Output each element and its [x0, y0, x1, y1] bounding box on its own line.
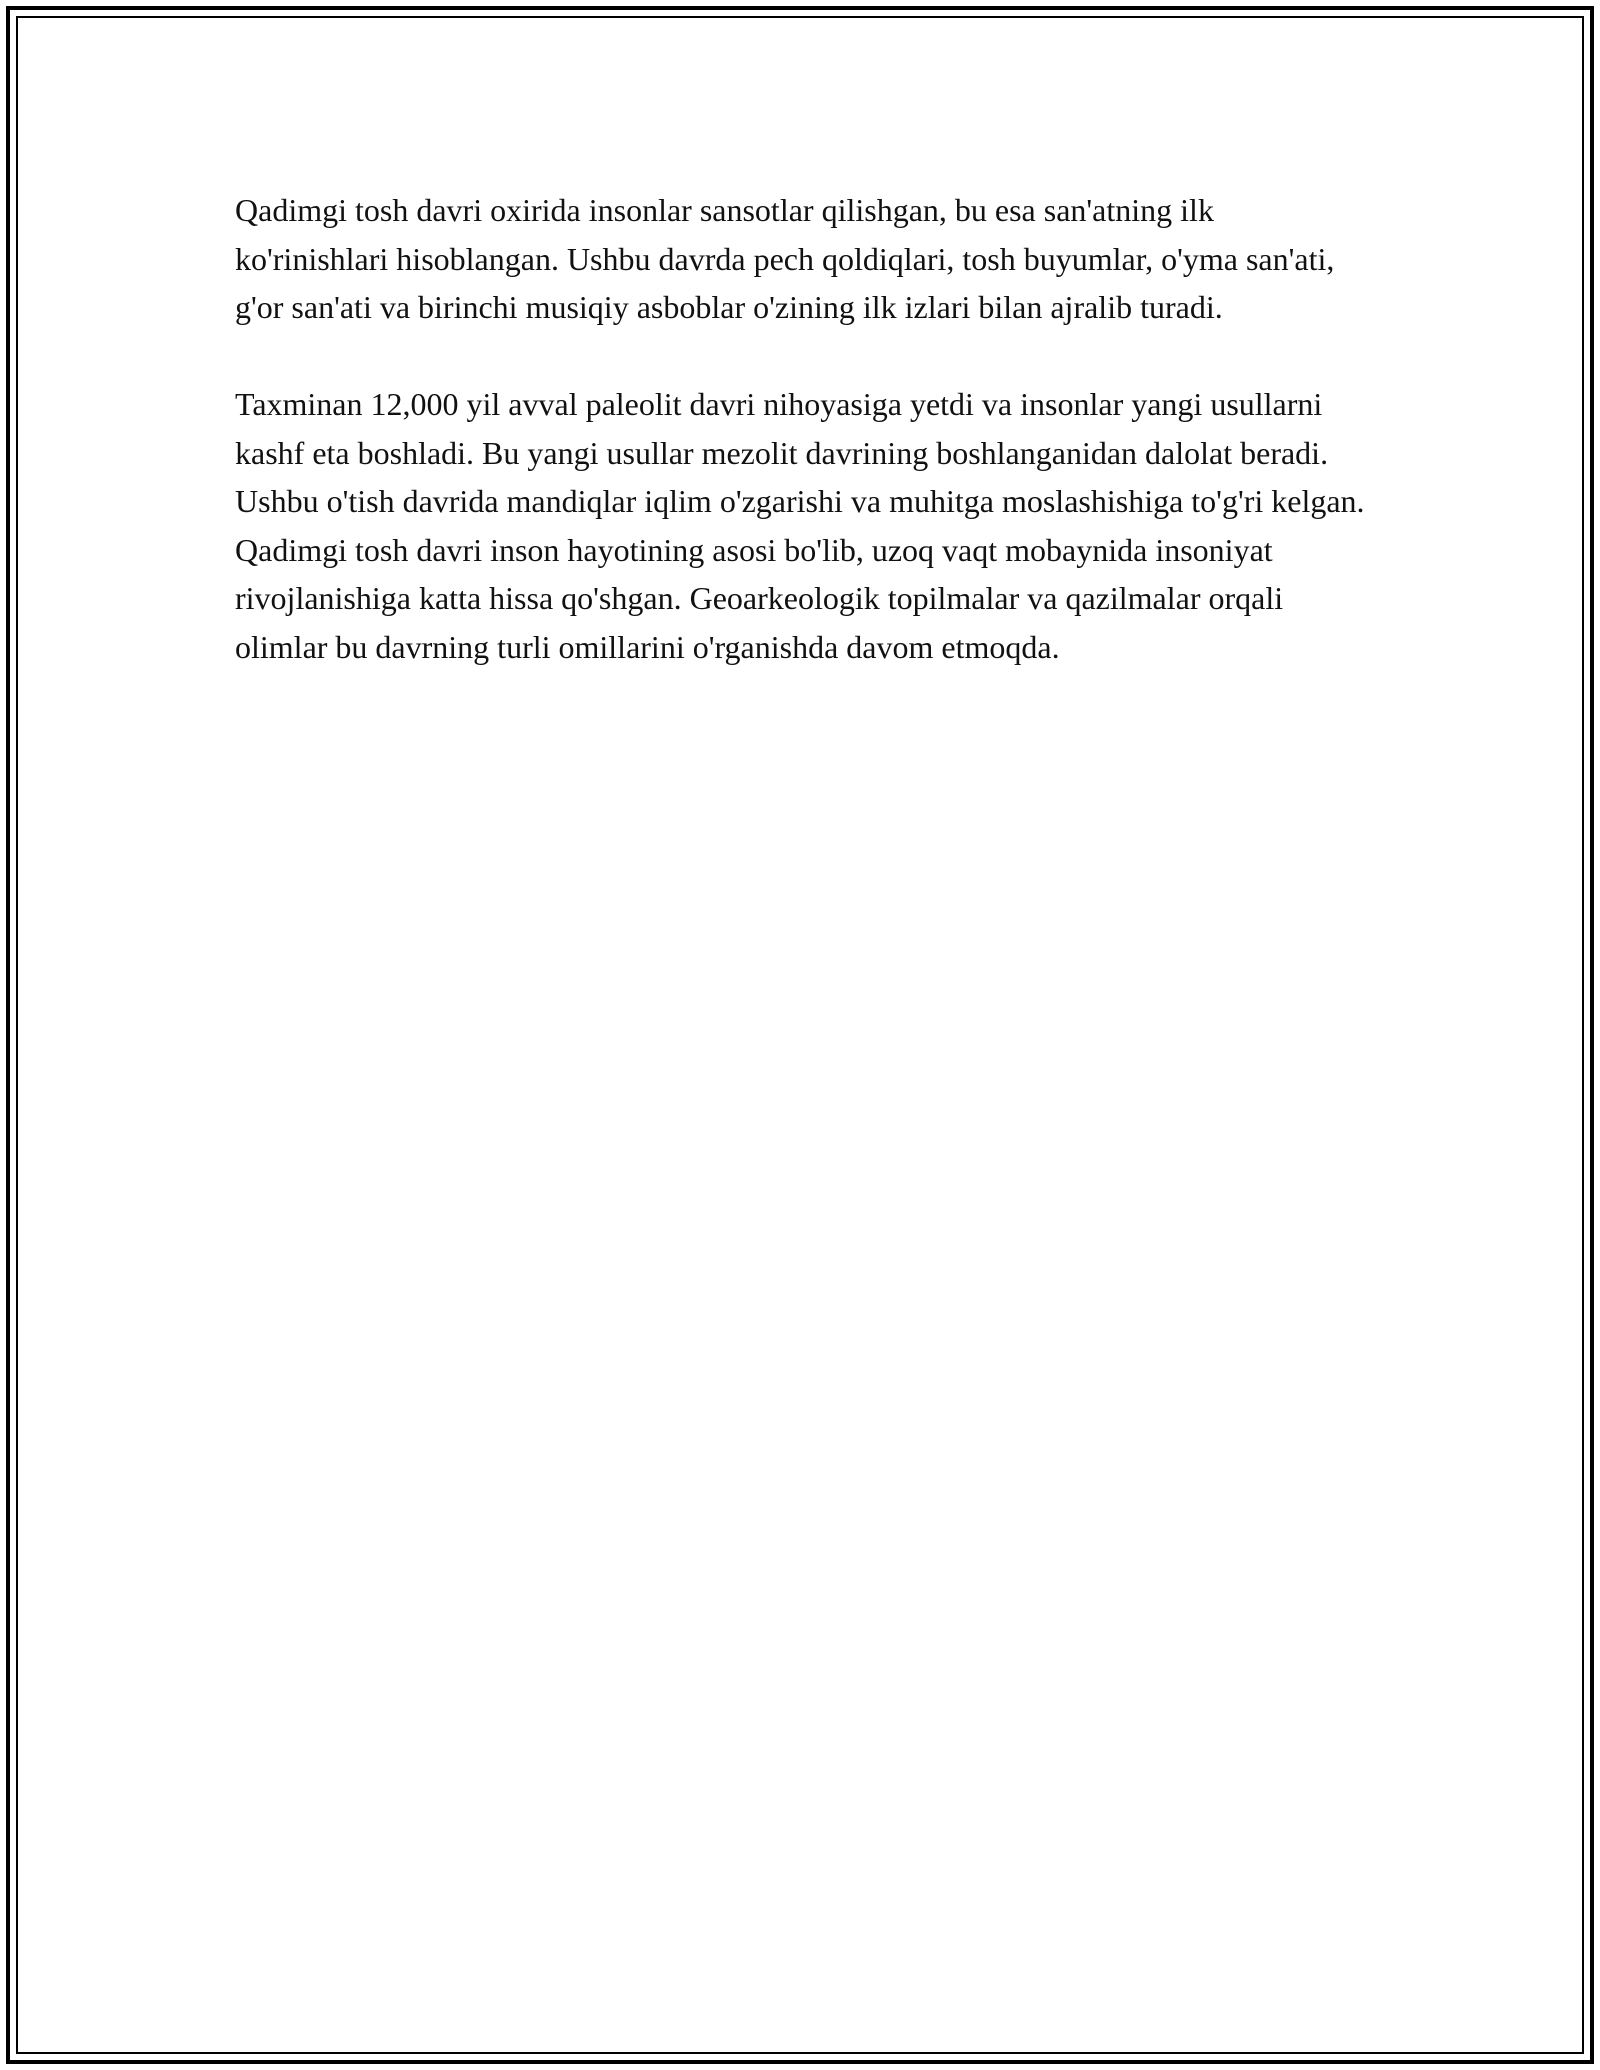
paragraph-1: Qadimgi tosh davri oxirida insonlar sansotlar qilishgan, bu esa san'atning ilk ko'rinishlari hisoblangan. Ushbu davrda pech qoldiqlari, tosh buyumlar, o'yma san'ati, g'or san'ati va birinchi musiqiy asboblar o'zining ilk izlari bilan ajralib turadi.	[235, 192, 1335, 325]
paragraph-2: Taxminan 12,000 yil avval paleolit davri nihoyasiga yetdi va insonlar yangi usullarni kashf eta boshladi. Bu yangi usullar mezolit davrining boshlanganidan dalolat beradi. Ushbu o'tish davrida mandiqlar iqlim o'zgarishi va muhitga moslashishiga to'g'ri kelgan. Qadimgi tosh davri inson hayotining asosi bo'lib, uzoq vaqt mobaynida insoniyat rivojlanishiga katta hissa qo'shgan. Geoarkeologik topilmalar va qazilmalar orqali olimlar bu davrning turli omillarini o'rganishda davom etmoqda.	[235, 386, 1365, 665]
document-body	[235, 186, 1375, 720]
